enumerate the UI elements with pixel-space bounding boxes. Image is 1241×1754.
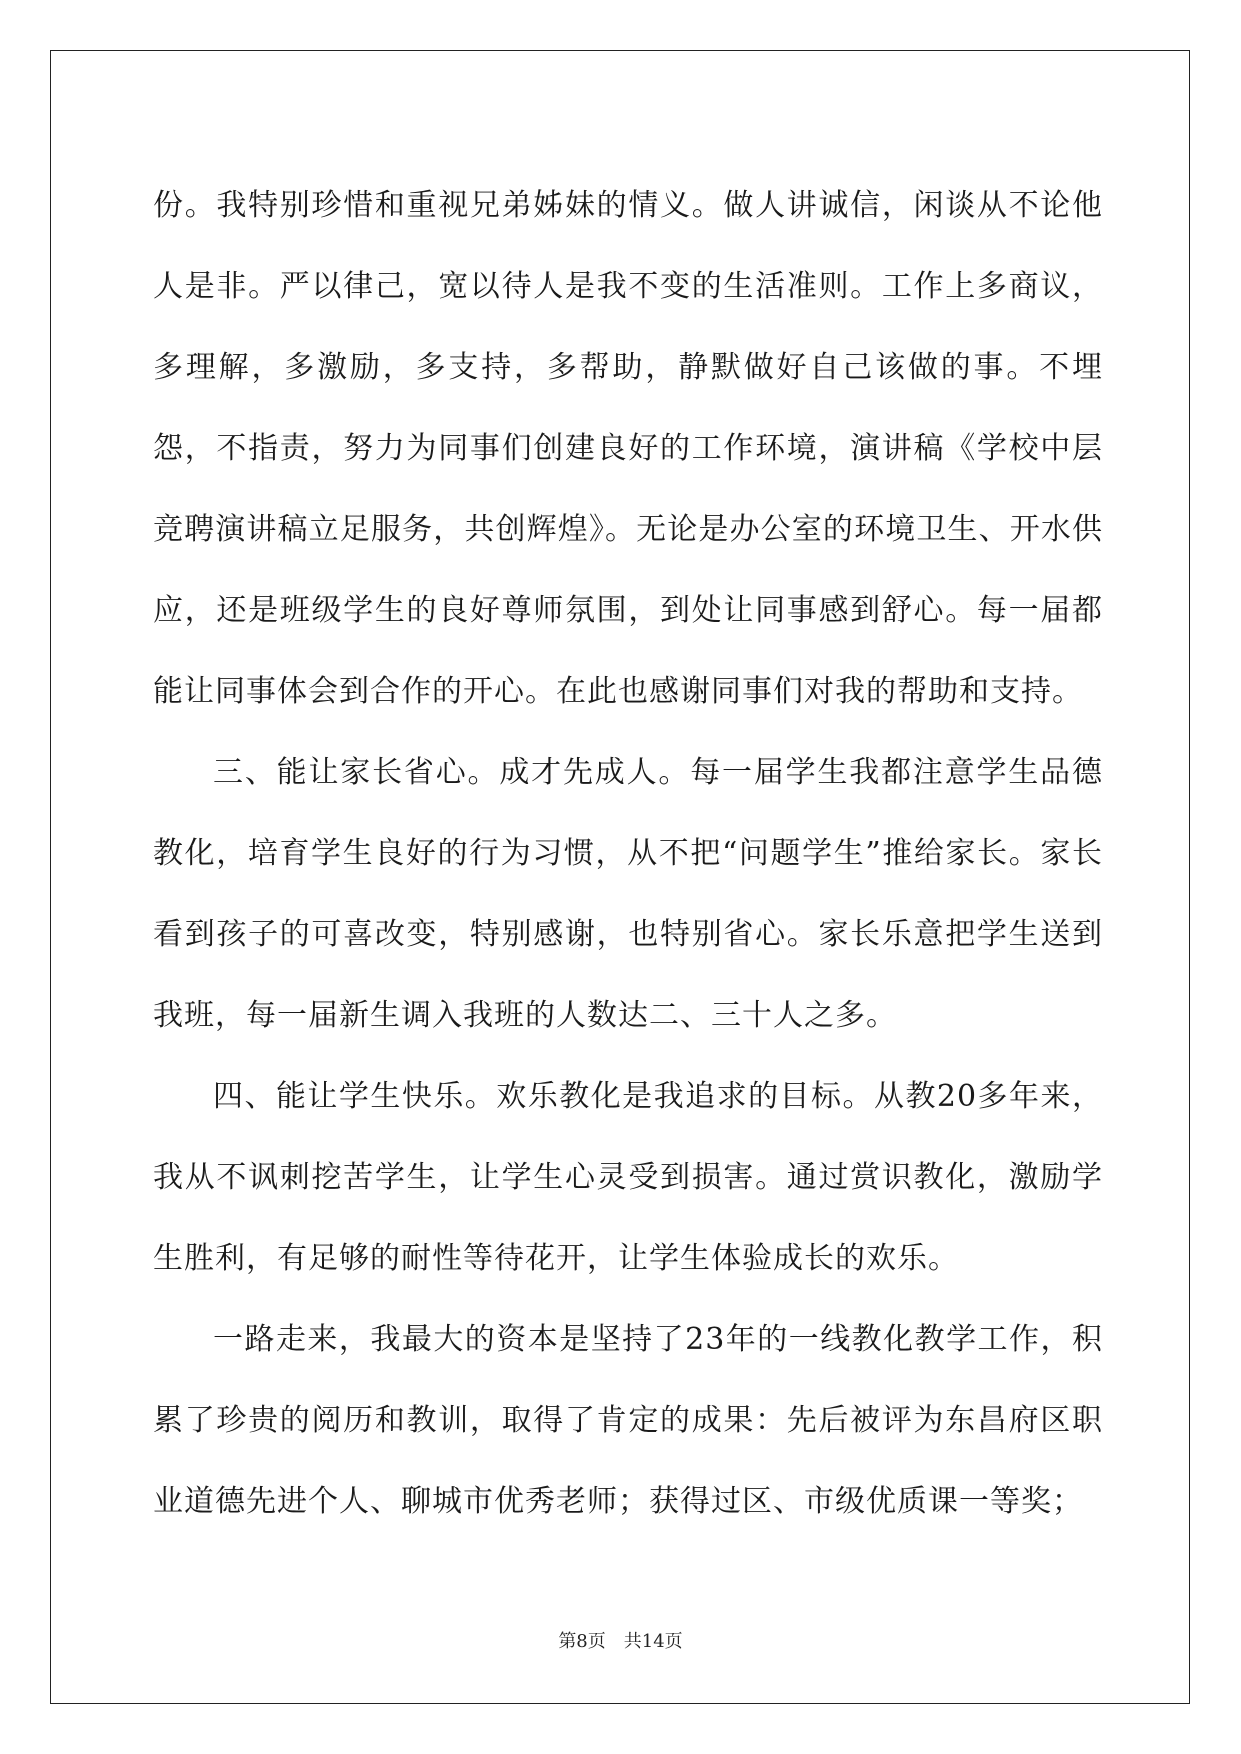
document-body [153, 165, 1103, 1542]
page-footer [0, 1630, 1241, 1654]
paragraph-2: 三、能让家长省心。成才先成人。每一届学生我都注意学生品德教化，培育学生良好的行为习惯，从不把“问题学生”推给家长。家长看到孩子的可喜改变，特别感谢，也特别省心。家长乐意把学生送到我班，每一届新生调入我班的人数达二、三十人之多。 [153, 755, 1103, 1033]
paragraph-1: 份。我特别珍惜和重视兄弟姊妹的情义。做人讲诚信，闲谈从不论他人是非。严以律己，宽以待人是我不变的生活准则。工作上多商议，多理解，多激励，多支持，多帮助，静默做好自己该做的事。不埋怨，不指责，努力为同事们创建良好的工作环境，演讲稿《学校中层竞聘演讲稿立足服务，共创辉煌》。无论是办公室的环境卫生、开水供应，还是班级学生的良好尊师氛围，到处让同事感到舒心。每一届都能让同事体会到合作的开心。在此也感谢同事们对我的帮助和支持。 [153, 188, 1103, 709]
paragraph-3: 四、能让学生快乐。欢乐教化是我追求的目标。从教20多年来，我从不讽刺挖苦学生，让学生心灵受到损害。通过赏识教化，激励学生胜利，有足够的耐性等待花开，让学生体验成长的欢乐。 [153, 1079, 1103, 1276]
page-number: 第8页 [558, 1631, 606, 1652]
paragraph-4: 一路走来，我最大的资本是坚持了23年的一线教化教学工作，积累了珍贵的阅历和教训，取得了肯定的成果：先后被评为东昌府区职业道德先进个人、聊城市优秀老师；获得过区、市级优质课一等奖； [153, 1322, 1103, 1519]
page-total: 共14页 [623, 1631, 683, 1652]
